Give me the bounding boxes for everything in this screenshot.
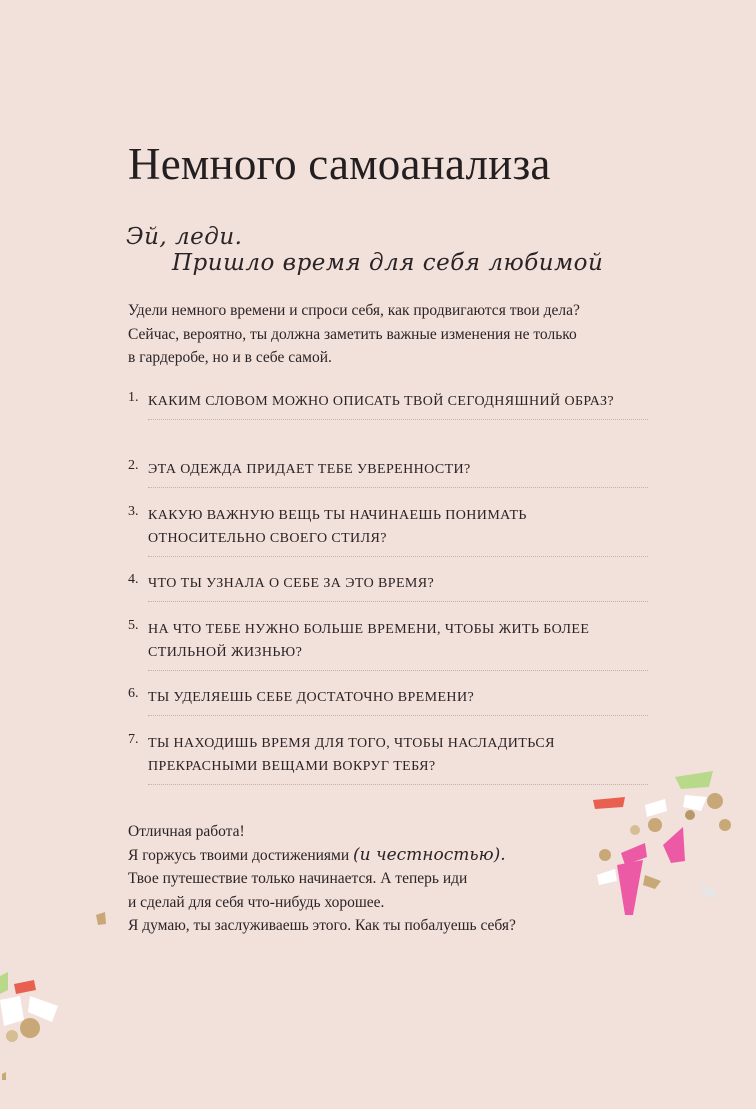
confetti-piece (6, 1030, 18, 1042)
confetti-piece (593, 797, 625, 809)
confetti-piece (599, 849, 611, 861)
question-item (128, 390, 648, 458)
question-text: ТЫ УДЕЛЯЕШЬ СЕБЕ ДОСТАТОЧНО ВРЕМЕНИ? (148, 690, 475, 705)
question-text: ЧТО ТЫ УЗНАЛА О СЕБЕ ЗА ЭТО ВРЕМЯ? (148, 576, 435, 591)
question-item (128, 732, 648, 800)
confetti-piece (0, 972, 8, 994)
intro-line: Сейчас, вероятно, ты должна заметить важные изменения не только (128, 325, 577, 343)
script-greeting: Эй, леди. (126, 224, 243, 250)
question-text: КАКУЮ ВАЖНУЮ ВЕЩЬ ТЫ НАЧИНАЕШЬ ПОНИМАТЬ ОТНОСИТЕЛЬНО СВОЕГО СТИЛЯ? (148, 508, 527, 546)
page-title: Немного самоанализа (128, 139, 551, 189)
intro-paragraph (128, 299, 688, 370)
confetti-piece (663, 827, 685, 863)
confetti-piece (20, 1018, 40, 1038)
answer-line[interactable] (148, 784, 648, 785)
confetti-piece (0, 996, 24, 1026)
closing-script: (и честностью). (353, 844, 506, 865)
confetti-flake (95, 912, 107, 926)
closing-line: Я думаю, ты заслуживаешь этого. Как ты побалуешь себя? (128, 917, 516, 934)
answer-line[interactable] (148, 487, 648, 488)
confetti-decoration-right (585, 765, 755, 925)
question-number: 7. (128, 732, 139, 747)
question-item (128, 618, 648, 686)
confetti-piece (685, 810, 695, 820)
question-item (128, 686, 648, 732)
script-subtitle: Пришло время для себя любимой (172, 250, 604, 276)
confetti-piece (621, 843, 647, 865)
confetti-piece (14, 980, 36, 994)
question-number: 5. (128, 618, 139, 633)
answer-line[interactable] (148, 556, 648, 557)
answer-line[interactable] (148, 601, 648, 602)
question-text: НА ЧТО ТЕБЕ НУЖНО БОЛЬШЕ ВРЕМЕНИ, ЧТОБЫ ЖИТЬ БОЛЕЕ СТИЛЬНОЙ ЖИЗНЬЮ? (148, 622, 590, 660)
intro-line: в гардеробе, но и в себе самой. (128, 349, 332, 366)
answer-line[interactable] (148, 419, 648, 420)
confetti-piece (675, 771, 713, 789)
confetti-piece (719, 819, 731, 831)
confetti-piece (645, 799, 667, 817)
question-text: ТЫ НАХОДИШЬ ВРЕМЯ ДЛЯ ТОГО, ЧТОБЫ НАСЛАДИТЬСЯ ПРЕКРАСНЫМИ ВЕЩАМИ ВОКРУГ ТЕБЯ? (148, 736, 555, 774)
question-number: 1. (128, 390, 139, 405)
question-number: 3. (128, 504, 139, 519)
closing-text: Я горжусь твоими достижениями (128, 846, 354, 864)
confetti-piece (28, 996, 58, 1022)
confetti-piece (683, 795, 707, 811)
answer-line[interactable] (148, 670, 648, 671)
confetti-decoration-left (0, 970, 70, 1080)
confetti-piece (643, 875, 661, 889)
closing-line: Отличная работа! (128, 823, 245, 840)
answer-line[interactable] (148, 715, 648, 716)
question-number: 6. (128, 686, 139, 701)
confetti-piece (701, 885, 717, 899)
confetti-piece (707, 793, 723, 809)
confetti-piece (597, 869, 617, 885)
intro-line: Удели немного времени и спроси себя, как продвигаются твои дела? (128, 302, 580, 319)
confetti-piece (648, 818, 662, 832)
closing-line (128, 844, 648, 868)
question-item (128, 504, 648, 572)
confetti-piece (617, 860, 643, 915)
question-item (128, 458, 648, 504)
closing-line: Твое путешествие только начинается. А теперь иди (128, 870, 468, 887)
confetti-piece (630, 825, 640, 835)
question-text: ЭТА ОДЕЖДА ПРИДАЕТ ТЕБЕ УВЕРЕННОСТИ? (148, 462, 471, 477)
confetti-piece (2, 1072, 6, 1080)
question-list (128, 390, 648, 800)
closing-paragraph (128, 820, 648, 938)
closing-line: и сделай для себя что-нибудь хорошее. (128, 893, 385, 911)
question-item (128, 572, 648, 618)
question-number: 2. (128, 458, 139, 473)
question-number: 4. (128, 572, 139, 587)
question-text: КАКИМ СЛОВОМ МОЖНО ОПИСАТЬ ТВОЙ СЕГОДНЯШНИЙ ОБРАЗ? (148, 394, 614, 409)
